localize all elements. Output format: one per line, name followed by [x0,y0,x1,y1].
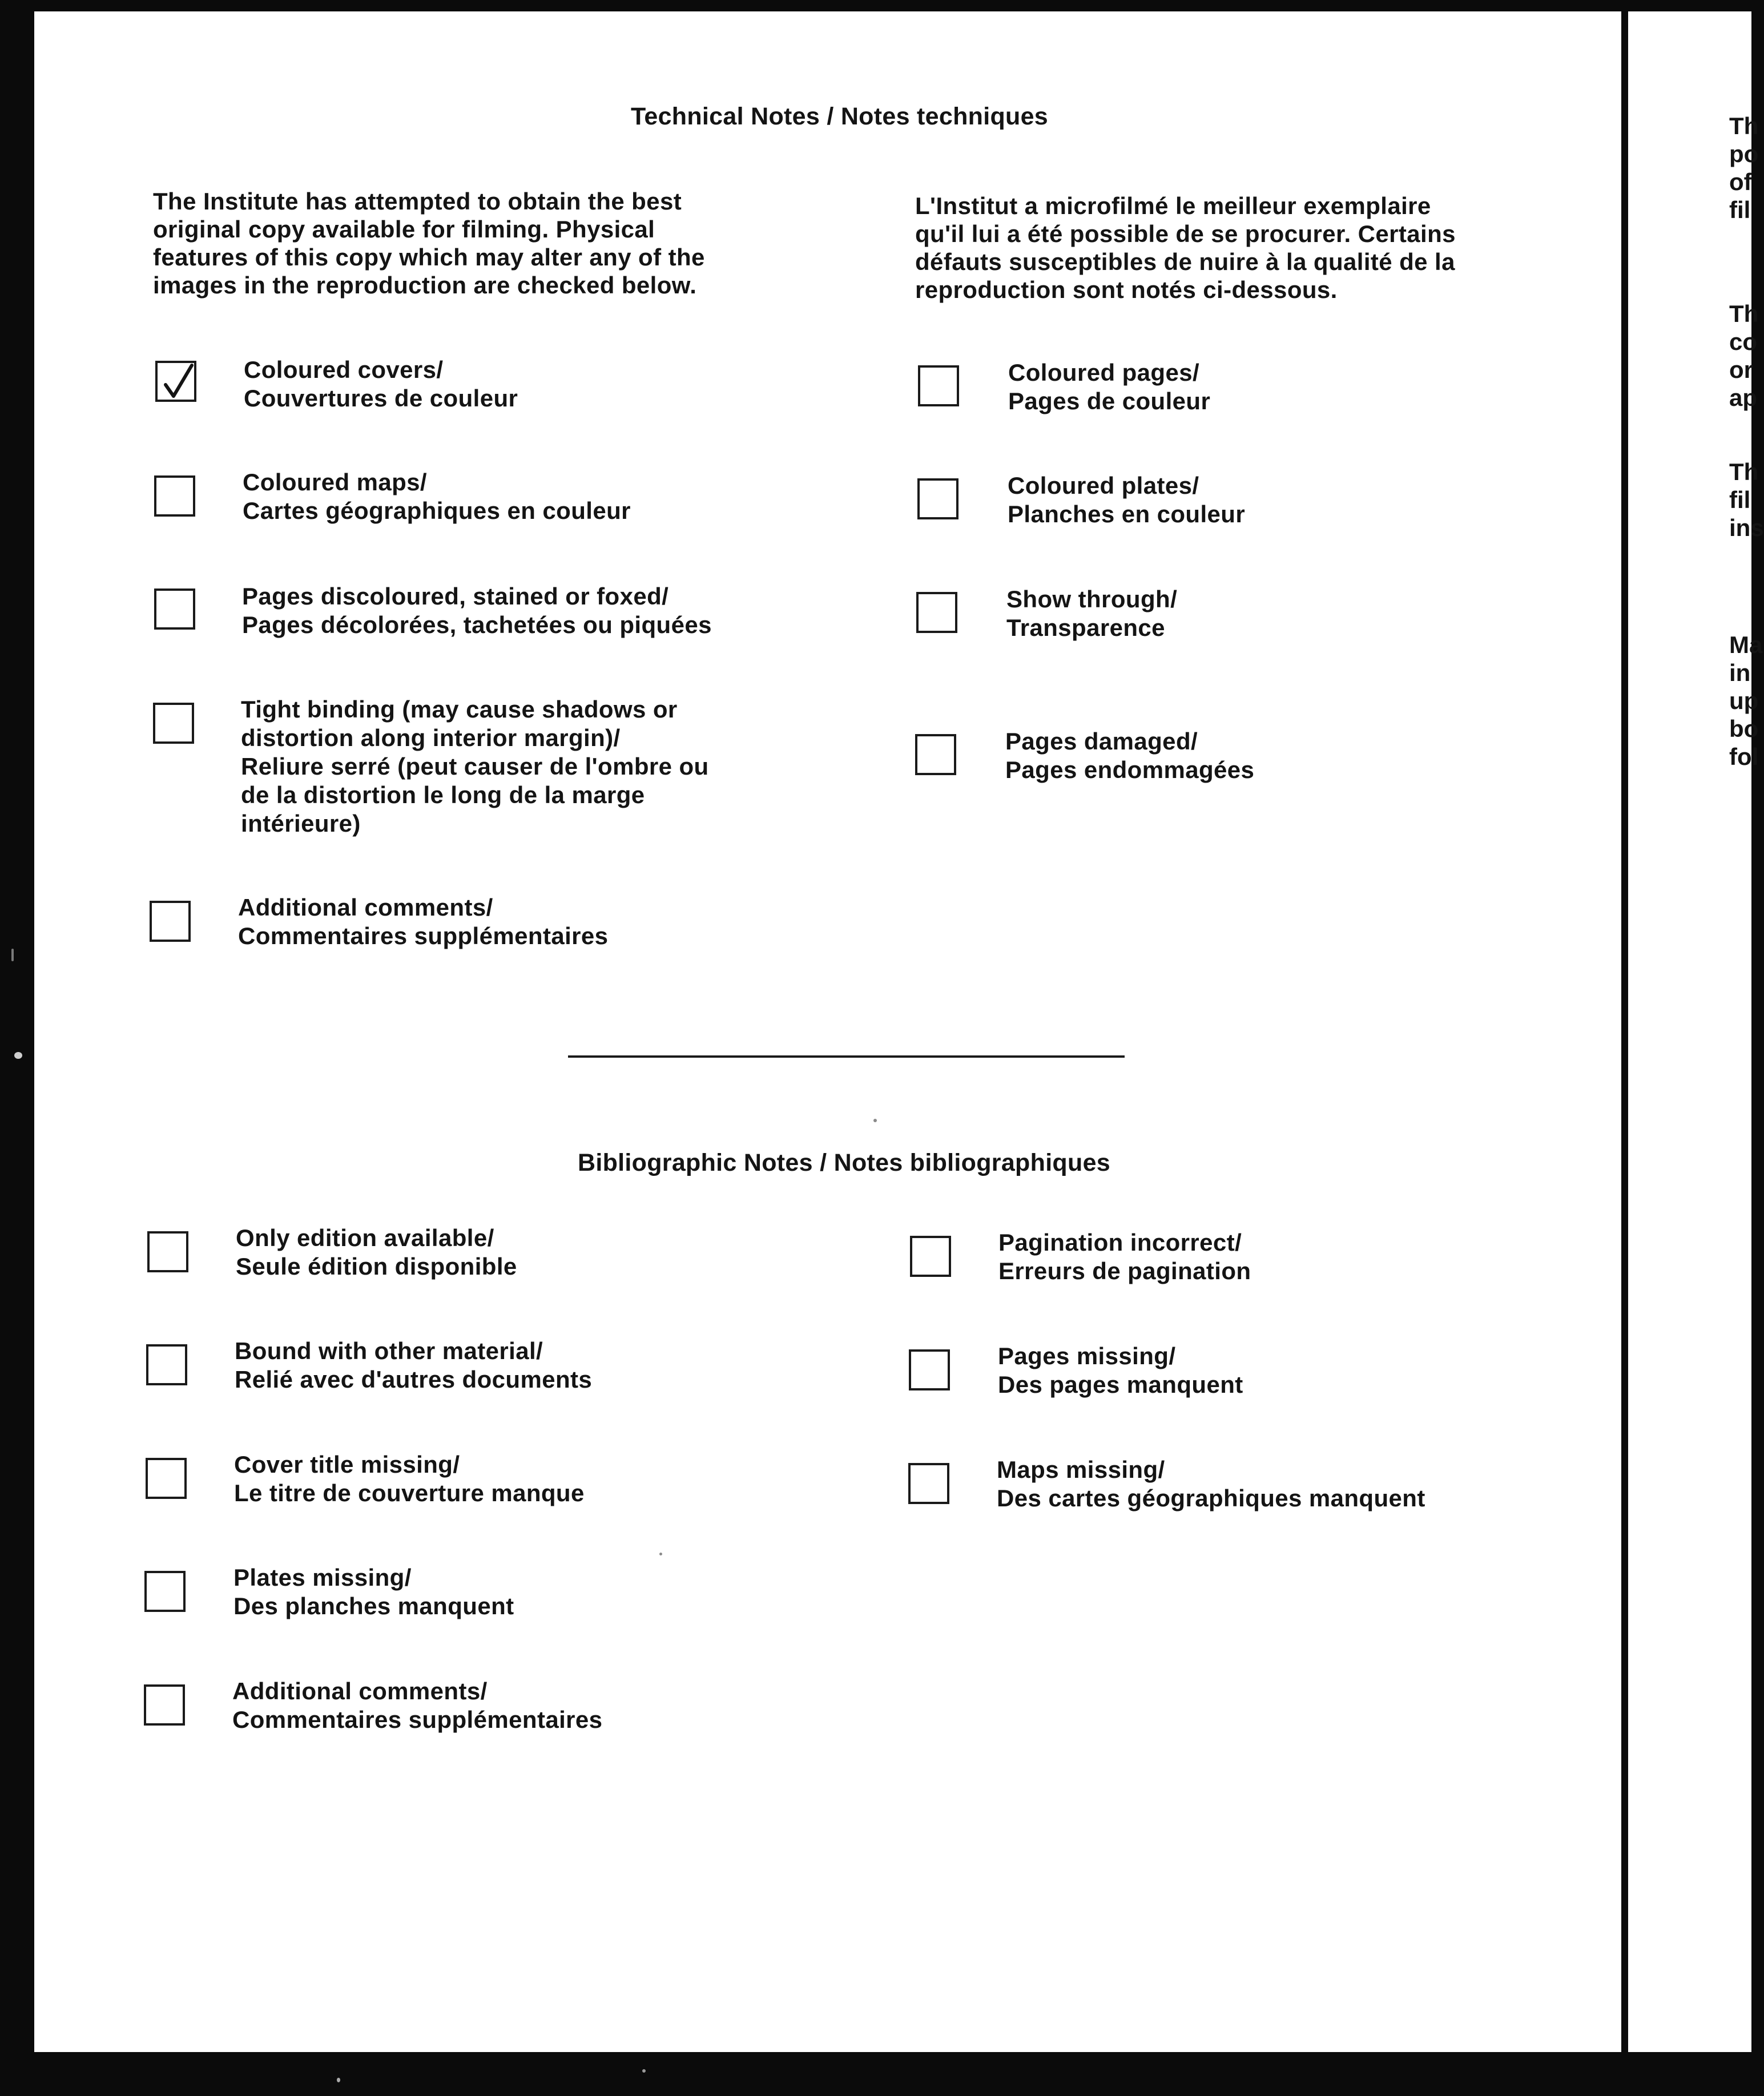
label-line: Pages décolorées, tachetées ou piquées [242,611,712,638]
checkbox-maps-missing[interactable] [908,1463,949,1504]
section-divider [568,1055,1125,1058]
intro-english-line: features of this copy which may alter any of the [153,244,705,271]
label-line: Cover title missing/ [234,1451,460,1478]
label-coloured-covers [244,356,518,413]
label-line: Show through/ [1006,586,1178,612]
checkbox-tight-binding[interactable] [153,703,194,744]
label-line: Tight binding (may cause shadows or [241,696,678,723]
label-line: Planches en couleur [1008,501,1246,527]
label-line: Pagination incorrect/ [998,1229,1242,1256]
fragment: Ma [1729,631,1763,658]
label-line: Coloured pages/ [1008,359,1200,386]
label-pages-missing [998,1342,1243,1399]
label-line: intérieure) [241,810,361,837]
label-line: Plates missing/ [233,1564,412,1591]
label-line: Coloured maps/ [243,469,427,495]
checkbox-additional-comments-bibliographic[interactable] [144,1684,185,1726]
label-line: Des cartes géographiques manquent [997,1485,1425,1511]
label-line: Pages endommagées [1005,756,1255,783]
label-line: Pages damaged/ [1005,728,1198,755]
facing-page-paragraph [1729,631,1762,771]
label-line: Maps missing/ [997,1456,1165,1483]
intro-french [915,192,1456,304]
label-only-edition [236,1224,517,1281]
label-line: Des pages manquent [998,1371,1243,1398]
checkbox-cover-title-missing[interactable] [146,1458,187,1499]
bibliographic-notes-title: Bibliographic Notes / Notes bibliographiques [578,1149,1110,1176]
facing-page [1628,11,1764,2052]
checkbox-pages-damaged[interactable] [915,734,956,775]
dust-speck [659,1553,662,1555]
label-cover-title-missing [234,1450,585,1507]
label-line: Commentaires supplémentaires [238,922,609,949]
checkbox-bound-with[interactable] [146,1344,187,1385]
intro-english-line: images in the reproduction are checked below. [153,272,697,299]
fragment: up [1729,687,1759,714]
fragment: Th [1729,112,1759,139]
label-pagination-incorrect [998,1228,1251,1285]
facing-page-paragraph [1729,112,1758,224]
label-maps-missing [997,1456,1425,1513]
fragment: fol [1729,743,1759,770]
facing-page-paragraph [1729,300,1758,412]
label-line: Cartes géographiques en couleur [243,497,631,524]
label-line: distortion along interior margin)/ [241,724,621,751]
label-additional-comments-bibliographic [232,1677,602,1734]
fragment: ins [1729,514,1764,541]
label-line: Transparence [1006,614,1165,641]
checkbox-additional-comments-technical[interactable] [150,901,191,942]
scan-artifact [642,2069,646,2073]
label-line: Reliure serré (peut causer de l'ombre ou [241,753,709,780]
label-additional-comments-technical [238,893,608,950]
technical-notes-page [34,11,1621,2052]
label-line: Coloured covers/ [244,356,444,383]
fragment: fil [1729,486,1751,513]
checkbox-show-through[interactable] [916,592,957,633]
intro-english [153,187,705,299]
label-line: Additional comments/ [238,894,493,921]
dust-speck [873,1119,877,1122]
intro-french-line: L'Institut a microfilmé le meilleur exemplaire [915,192,1431,219]
label-line: Additional comments/ [232,1678,488,1704]
checkmark-icon [161,363,195,401]
checkbox-pagination-incorrect[interactable] [910,1236,951,1277]
fragment: ap [1729,384,1758,411]
fragment: fil [1729,196,1751,223]
fragment: of [1729,168,1752,195]
fragment: bo [1729,715,1759,742]
intro-french-line: défauts susceptibles de nuire à la qualité de la [915,248,1455,275]
label-show-through [1006,585,1177,642]
fragment: in [1729,659,1751,686]
checkbox-pages-discoloured[interactable] [154,589,195,630]
label-line: Pages missing/ [998,1343,1176,1369]
label-line: Commentaires supplémentaires [232,1706,603,1733]
fragment: po [1729,140,1759,167]
checkbox-coloured-covers[interactable] [155,361,196,402]
facing-page-paragraph [1729,458,1764,542]
scan-artifact [11,949,14,961]
checkbox-plates-missing[interactable] [144,1571,186,1612]
label-bound-with [235,1337,592,1394]
label-line: Des planches manquent [233,1593,514,1619]
fragment: or [1729,356,1753,383]
label-line: Seule édition disponible [236,1253,517,1280]
label-line: Relié avec d'autres documents [235,1366,593,1393]
label-line: Only edition available/ [236,1224,494,1251]
label-tight-binding [241,695,709,838]
checkbox-only-edition[interactable] [147,1231,188,1272]
label-line: Bound with other material/ [235,1337,543,1364]
intro-french-line: reproduction sont notés ci-dessous. [915,276,1338,303]
fragment: Th [1729,458,1759,485]
label-coloured-plates [1008,471,1245,529]
label-line: de la distortion le long de la marge [241,781,645,808]
technical-notes-title: Technical Notes / Notes techniques [631,103,1049,130]
fragment: Th [1729,300,1759,327]
label-pages-discoloured [242,582,712,639]
label-line: Pages de couleur [1008,388,1211,414]
fragment: co [1729,328,1758,355]
label-coloured-maps [243,468,631,525]
checkbox-coloured-plates[interactable] [917,478,958,519]
label-plates-missing [233,1563,514,1621]
checkbox-coloured-maps[interactable] [154,475,195,517]
checkbox-coloured-pages[interactable] [918,365,959,406]
label-pages-damaged [1005,727,1254,784]
label-coloured-pages [1008,358,1210,416]
label-line: Couvertures de couleur [244,385,518,412]
label-line: Coloured plates/ [1008,472,1199,499]
intro-french-line: qu'il lui a été possible de se procurer. Certains [915,220,1456,247]
intro-english-line: The Institute has attempted to obtain the best [153,188,682,215]
label-line: Le titre de couverture manque [234,1480,585,1506]
scan-artifact [14,1052,22,1059]
label-line: Pages discoloured, stained or foxed/ [242,583,669,610]
label-line: Erreurs de pagination [998,1257,1251,1284]
scan-artifact [337,2078,340,2082]
intro-english-line: original copy available for filming. Physical [153,216,655,243]
checkbox-pages-missing[interactable] [909,1349,950,1390]
